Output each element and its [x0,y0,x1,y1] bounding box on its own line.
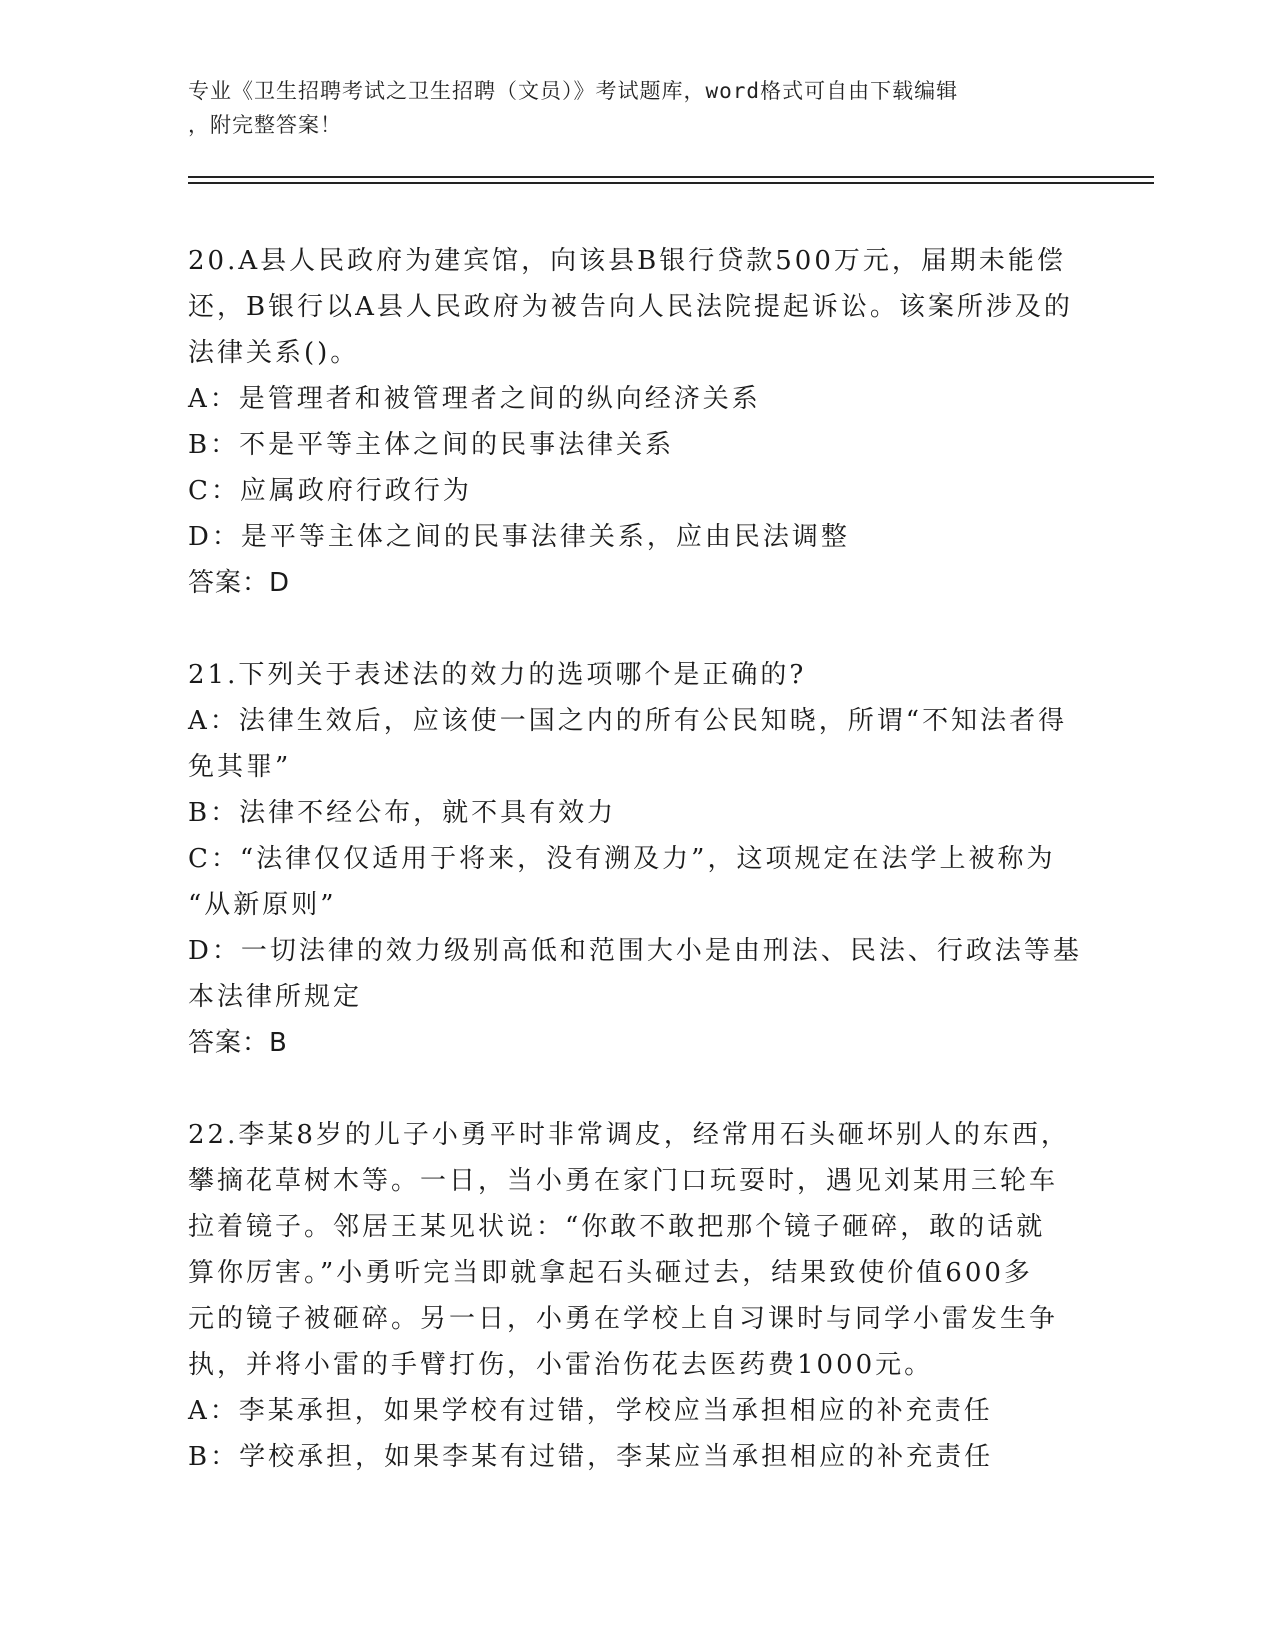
question-stem-line: 还，B银行以A县人民政府为被告向人民法院提起诉讼。该案所涉及的 [188,292,1073,322]
header-divider-top [188,176,1154,178]
question-stem-line: 20.A县人民政府为建宾馆，向该县B银行贷款500万元，届期未能偿 [188,246,1066,276]
option-a: A：是管理者和被管理者之间的纵向经济关系 [188,384,761,414]
option-c: C：“法律仅仅适用于将来，没有溯及力”，这项规定在法学上被称为 [188,844,1056,874]
question-stem-line: 算你厉害。”小勇听完当即就拿起石头砸过去，结果致使价值600多 [188,1258,1033,1288]
header-line-2: ，附完整答案！ [188,113,342,137]
question-list [188,238,1088,1526]
question-20 [188,238,1088,606]
header-divider-bottom [188,182,1154,184]
option-a: A：李某承担，如果学校有过错，学校应当承担相应的补充责任 [188,1396,993,1426]
option-d-continued: 本法律所规定 [188,982,363,1012]
document-header [188,74,1088,142]
answer-label: 答案：B [188,1028,288,1058]
question-stem-line: 攀摘花草树木等。一日，当小勇在家门口玩耍时，遇见刘某用三轮车 [188,1166,1059,1196]
answer-label: 答案：D [188,568,291,598]
question-stem-line: 拉着镜子。邻居王某见状说：“你敢不敢把那个镜子砸碎，敢的话就 [188,1212,1046,1242]
option-c-continued: “从新原则” [188,890,337,920]
question-stem-line: 元的镜子被砸碎。另一日，小勇在学校上自习课时与同学小雷发生争 [188,1304,1059,1334]
question-22 [188,1112,1088,1480]
option-c: C：应属政府行政行为 [188,476,472,506]
option-b: B：不是平等主体之间的民事法律关系 [188,430,675,460]
question-stem-line: 法律关系()。 [188,338,360,368]
question-21 [188,652,1088,1066]
option-a: A：法律生效后，应该使一国之内的所有公民知晓，所谓“不知法者得 [188,706,1068,736]
question-stem-line: 21.下列关于表述法的效力的选项哪个是正确的? [188,660,807,690]
question-stem-line: 22.李某8岁的儿子小勇平时非常调皮，经常用石头砸坏别人的东西， [188,1120,1070,1150]
option-d: D：一切法律的效力级别高低和范围大小是由刑法、民法、行政法等基 [188,936,1082,966]
option-b: B：学校承担，如果李某有过错，李某应当承担相应的补充责任 [188,1442,994,1472]
header-line-1: 专业《卫生招聘考试之卫生招聘（文员）》考试题库，word格式可自由下载编辑 [188,79,959,103]
option-b: B：法律不经公布，就不具有效力 [188,798,617,828]
option-a-continued: 免其罪” [188,752,292,782]
question-stem-line: 执，并将小雷的手臂打伤，小雷治伤花去医药费1000元。 [188,1350,934,1380]
option-d: D：是平等主体之间的民事法律关系，应由民法调整 [188,522,850,552]
